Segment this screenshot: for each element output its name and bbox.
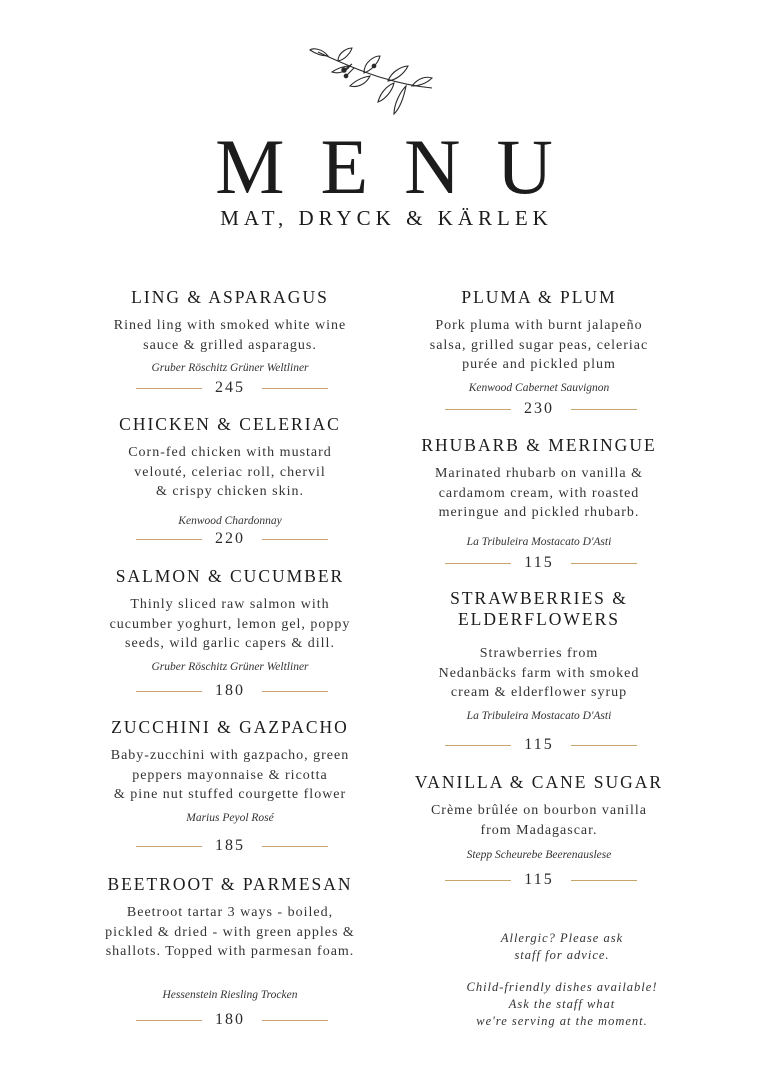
dish-price: 115 xyxy=(524,736,554,753)
divider xyxy=(571,409,637,410)
dish-title: CHICKEN & CELERIAC xyxy=(119,414,341,434)
dish-description: Strawberries from Nedanbäcks farm with smoked cream & elderflower syrup xyxy=(438,646,640,700)
dish-description: Rined ling with smoked white wine sauce & grilled asparagus. xyxy=(113,318,347,353)
dish-description: Beetroot tartar 3 ways - boiled, pickled & dried - with green apples & shallots. Topped with parmesan foam. xyxy=(105,905,355,959)
price-row xyxy=(75,836,385,856)
dish-title: VANILLA & CANE SUGAR xyxy=(414,772,664,792)
wine-pairing: La Tribuleira Mostacato D'Asti xyxy=(466,709,612,722)
wine-pairing: La Tribuleira Mostacato D'Asti xyxy=(466,535,612,548)
dish-price: 180 xyxy=(215,1011,245,1028)
dish-description: Thinly sliced raw salmon with cucumber yoghurt, lemon gel, poppy seeds, wild garlic capers & dill. xyxy=(109,597,351,651)
dish-title: ZUCCHINI & GAZPACHO xyxy=(111,717,349,737)
dish-description: Crème brûlée on bourbon vanilla from Madagascar. xyxy=(430,803,648,838)
dish-title: LING & ASPARAGUS xyxy=(131,287,329,307)
divider xyxy=(262,691,328,692)
dish-description: Corn-fed chicken with mustard velouté, celeriac roll, chervil & crispy chicken skin. xyxy=(128,445,332,499)
menu-item xyxy=(75,287,385,375)
price-row xyxy=(384,870,694,890)
menu-item xyxy=(75,566,385,674)
price-row xyxy=(75,529,385,549)
divider xyxy=(571,563,637,564)
olive-branch-icon xyxy=(308,44,436,120)
dish-price: 220 xyxy=(215,530,245,547)
menu-item xyxy=(384,287,694,395)
menu-item xyxy=(384,435,694,549)
menu-item xyxy=(384,588,694,723)
wine-pairing: Hessenstein Riesling Trocken xyxy=(162,988,298,1001)
menu-item xyxy=(75,717,385,825)
price-row xyxy=(384,735,694,755)
allergy-note: Allergic? Please ask staff for advice. xyxy=(500,931,624,962)
dish-price: 180 xyxy=(215,682,245,699)
wine-pairing: Kenwood Chardonnay xyxy=(178,514,282,527)
dish-description: Marinated rhubarb on vanilla & cardamom cream, with roasted meringue and pickled rhubarb. xyxy=(434,466,644,520)
dish-price: 245 xyxy=(215,379,245,396)
dish-price: 185 xyxy=(215,837,245,854)
page-subtitle: MAT, DRYCK & KÄRLEK xyxy=(220,206,553,230)
wine-pairing: Marius Peyol Rosé xyxy=(186,811,274,824)
divider xyxy=(262,388,328,389)
divider xyxy=(262,539,328,540)
wine-pairing: Gruber Röschitz Grüner Weltliner xyxy=(151,362,309,374)
kids-note: Child-friendly dishes available! Ask the staff what we're serving at the moment. xyxy=(466,980,658,1028)
wine-pairing: Kenwood Cabernet Sauvignon xyxy=(468,381,610,394)
menu-item xyxy=(384,772,694,862)
dish-price: 115 xyxy=(524,871,554,888)
wine-pairing: Gruber Röschitz Grüner Weltliner xyxy=(151,660,309,673)
dish-title: SALMON & CUCUMBER xyxy=(115,566,345,586)
dish-description: Baby-zucchini with gazpacho, green peppers mayonnaise & ricotta & pine nut stuffed courgette flower xyxy=(110,748,350,802)
page-title: MENU xyxy=(215,123,589,210)
dish-price: 115 xyxy=(524,554,554,571)
dish-title: BEETROOT & PARMESAN xyxy=(107,874,353,894)
price-row xyxy=(75,378,385,398)
dish-price: 230 xyxy=(524,400,554,417)
divider xyxy=(262,846,328,847)
price-row xyxy=(75,1010,385,1030)
divider xyxy=(262,1020,328,1021)
dish-title: PLUMA & PLUM xyxy=(461,287,617,307)
dish-description: Pork pluma with burnt jalapeño salsa, grilled sugar peas, celeriac purée and pickled plum xyxy=(429,318,649,372)
price-row xyxy=(75,681,385,701)
divider xyxy=(571,745,637,746)
price-row xyxy=(384,399,694,419)
menu-item xyxy=(75,414,385,528)
dish-title: STRAWBERRIES & ELDERFLOWERS xyxy=(450,588,628,629)
price-row xyxy=(384,553,694,573)
dish-title: RHUBARB & MERINGUE xyxy=(421,435,657,455)
divider xyxy=(571,880,637,881)
wine-pairing: Stepp Scheurebe Beerenauslese xyxy=(466,849,612,861)
menu-item xyxy=(75,874,385,1002)
